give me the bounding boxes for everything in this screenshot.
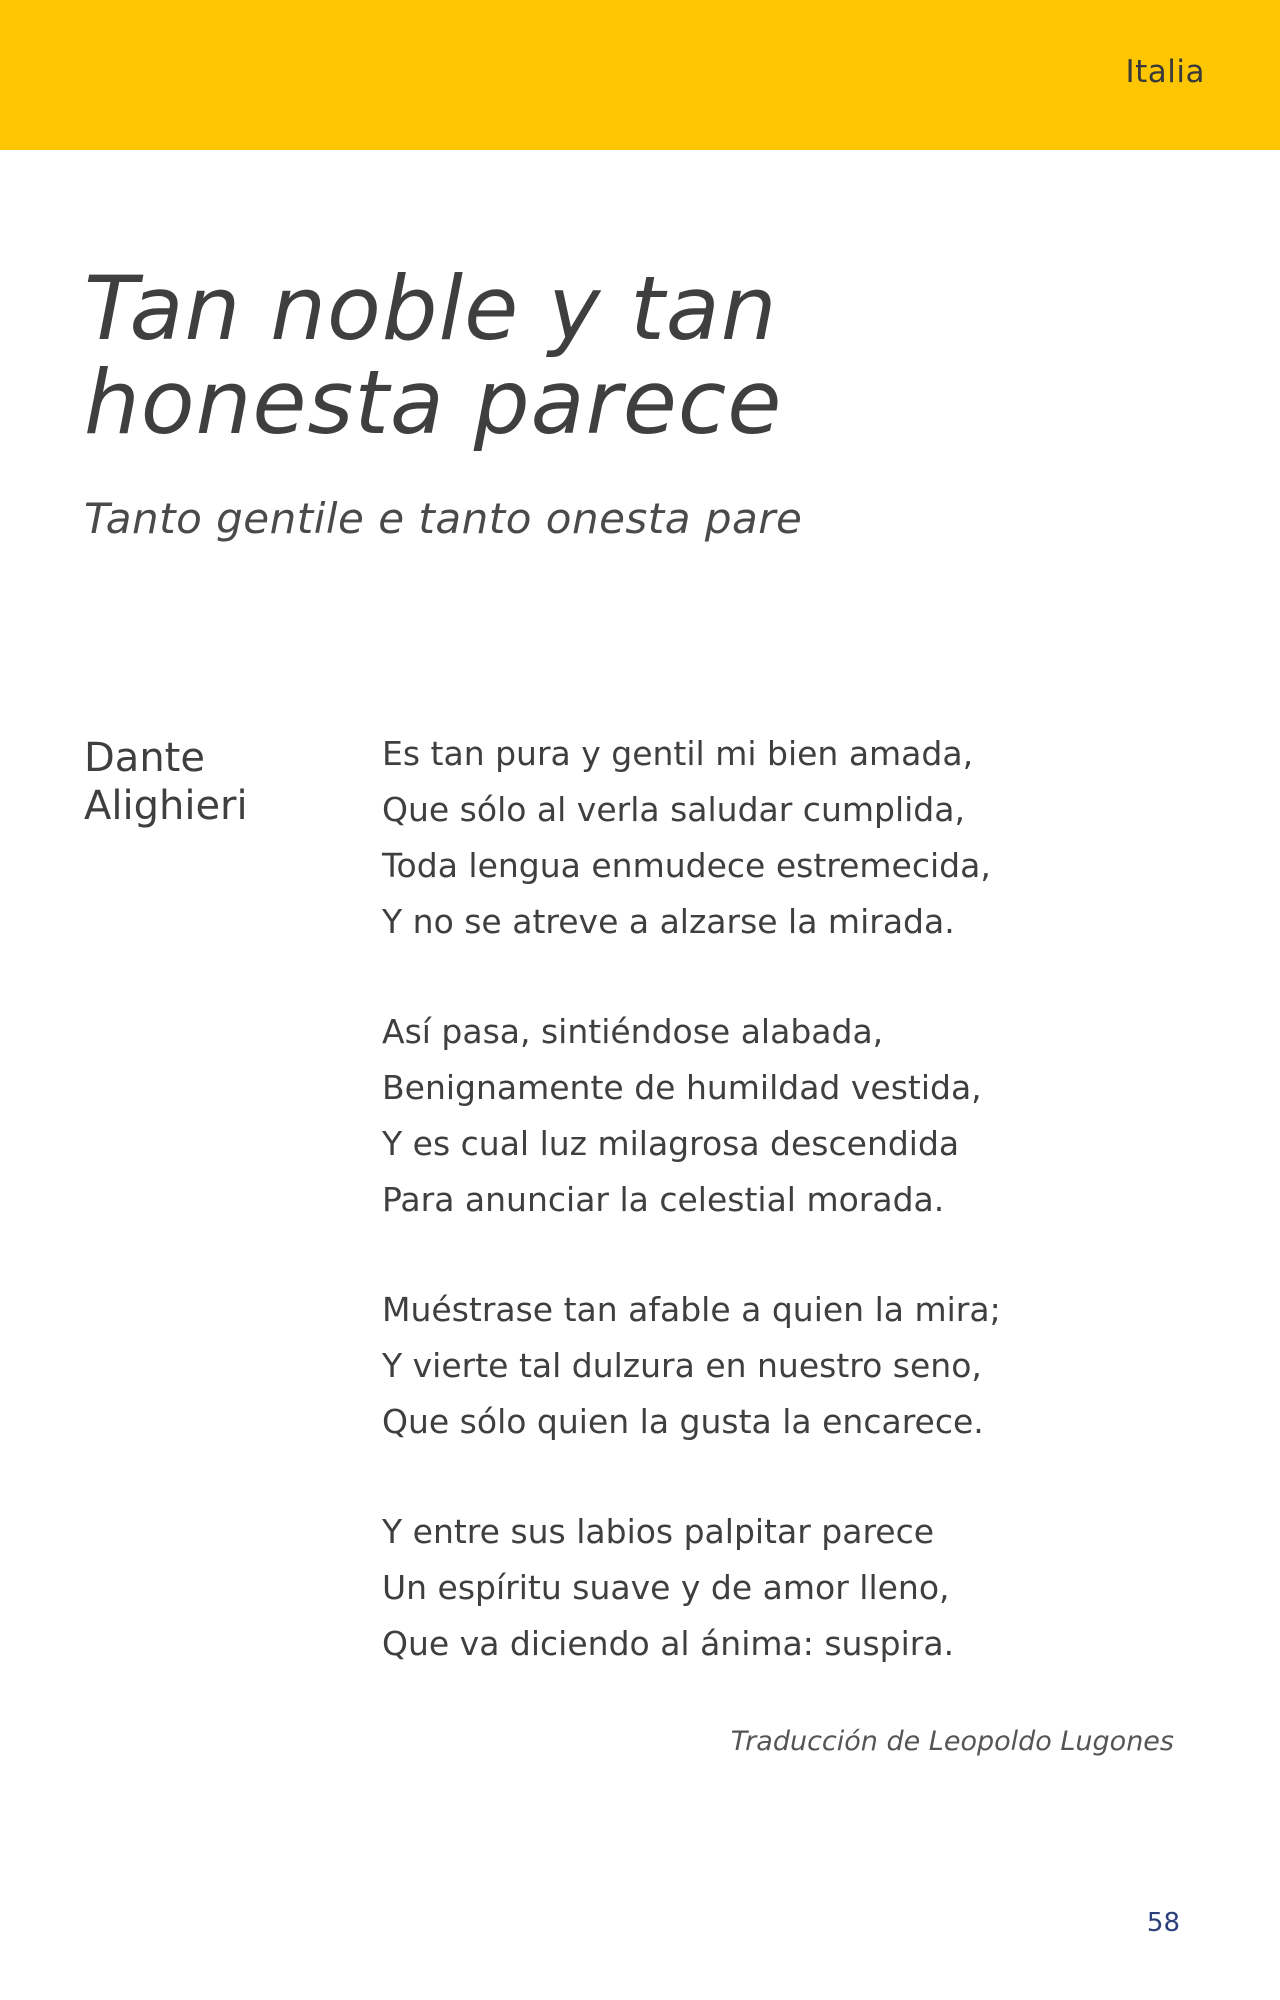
poem-title <box>84 257 1084 454</box>
verse-line: Un espíritu suave y de amor lleno, <box>382 1568 950 1607</box>
verse-line: Muéstrase tan afable a quien la mira; <box>382 1290 1001 1329</box>
verse-line: Y entre sus labios palpitar parece <box>382 1512 935 1551</box>
stanza <box>382 1282 1202 1450</box>
author-first-name: Dante <box>84 735 205 781</box>
page-number: 58 <box>1146 1908 1180 1938</box>
verse-line: Así pasa, sintiéndose alabada, <box>382 1012 884 1051</box>
verse-line: Benignamente de humildad vestida, <box>382 1068 982 1107</box>
verse-line: Y no se atreve a alzarse la mirada. <box>382 902 955 941</box>
translator-credit: Traducción de Leopoldo Lugones <box>730 1726 1174 1757</box>
stanza <box>382 1004 1202 1228</box>
stanza <box>382 726 1202 950</box>
verse-line: Es tan pura y gentil mi bien amada, <box>382 734 974 773</box>
verse-line: Para anunciar la celestial morada. <box>382 1180 945 1219</box>
stanza <box>382 1504 1202 1672</box>
verse-line: Que sólo quien la gusta la encarece. <box>382 1402 984 1441</box>
poem-title-line: Tan noble y tan <box>84 257 778 360</box>
author-last-name: Alighieri <box>84 783 248 829</box>
verse-line: Toda lengua enmudece estremecida, <box>382 846 991 885</box>
verse-line: Y vierte tal dulzura en nuestro seno, <box>382 1346 982 1385</box>
header-band <box>0 0 1280 150</box>
section-label: Italia <box>1125 54 1205 90</box>
verse-line: Y es cual luz milagrosa descendida <box>382 1124 960 1163</box>
poem-title-line: honesta parece <box>84 351 783 454</box>
poem-body <box>382 726 1202 1726</box>
verse-line: Que sólo al verla saludar cumplida, <box>382 790 965 829</box>
author-name <box>84 734 248 830</box>
verse-line: Que va diciendo al ánima: suspira. <box>382 1624 955 1663</box>
original-title: Tanto gentile e tanto onesta pare <box>84 494 803 543</box>
